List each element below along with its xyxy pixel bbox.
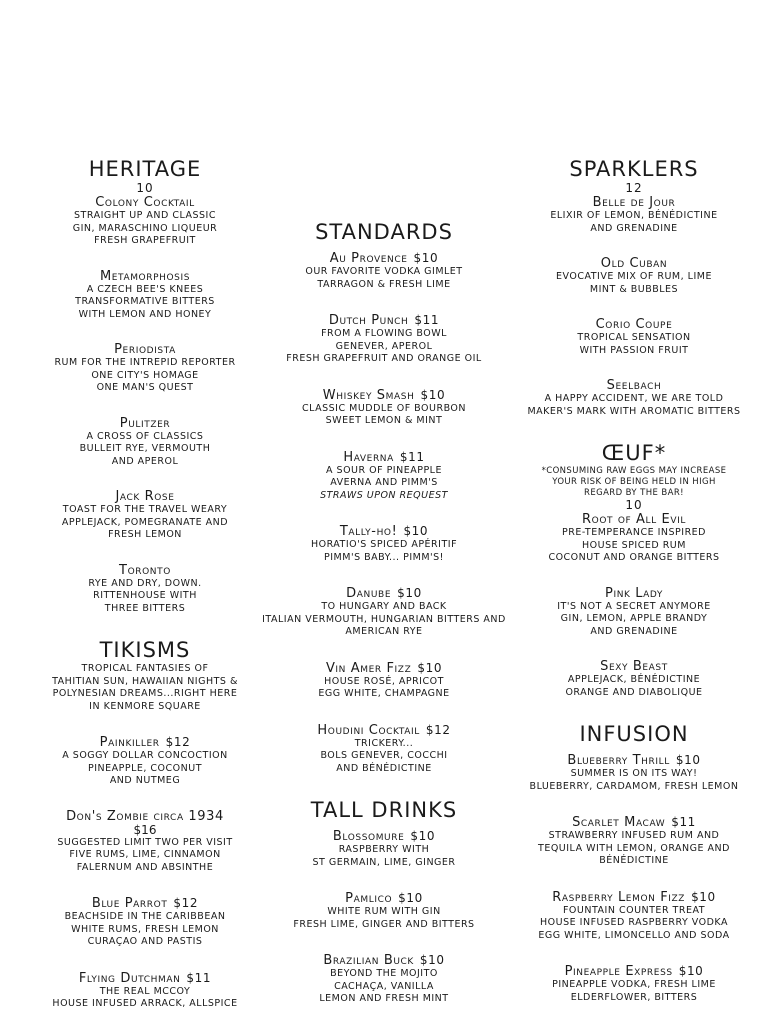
- item-price: $10: [417, 660, 443, 675]
- item-description-line: FALERNUM AND ABSINTHE: [76, 861, 214, 873]
- item-name: [30, 971, 260, 986]
- section-intro-line: POLYNESIAN DREAMS...RIGHT HERE: [52, 688, 238, 699]
- item-name: Toronto: [119, 562, 171, 578]
- menu-item: [30, 196, 260, 248]
- item-name: Seelbach: [606, 378, 662, 393]
- item-description-line: WHITE RUM WITH GIN: [327, 906, 441, 917]
- item-description-line: A HAPPY ACCIDENT, WE ARE TOLD: [544, 393, 724, 404]
- item-description-line: BOLS GENEVER, COCCHI: [320, 750, 448, 761]
- item-name: Jack Rose: [115, 489, 175, 504]
- item-description-line: AND BÉNÉDICTINE: [336, 762, 432, 774]
- item-name: Colony Cocktail: [95, 195, 195, 210]
- menu-item: [30, 343, 260, 395]
- menu-item: [30, 490, 260, 542]
- item-description-line: TOAST FOR THE TRAVEL WEARY: [62, 504, 228, 515]
- menu-item: [258, 723, 510, 776]
- item-description-line: TRANSFORMATIVE BITTERS: [75, 296, 215, 307]
- item-description-line: AND NUTMEG: [109, 775, 181, 786]
- menu-item: [258, 388, 510, 428]
- item-description-line: APPLEJACK, POMEGRANATE AND: [61, 516, 229, 528]
- menu-item: [258, 661, 510, 701]
- item-price: $11: [414, 313, 440, 327]
- item-description-line: A SOGGY DOLLAR CONCOCTION: [62, 750, 228, 761]
- item-description-line: HOUSE INFUSED ARRACK, ALLSPICE: [52, 998, 238, 1009]
- item-name: [258, 953, 510, 968]
- menu-item: [520, 318, 748, 357]
- item-name-text: Houdini Cocktail: [317, 722, 420, 738]
- item-price: $10: [410, 829, 436, 843]
- item-description-line: ELIXIR OF LEMON, BÉNÉDICTINE: [550, 210, 718, 221]
- item-description-line: ONE MAN'S QUEST: [96, 382, 194, 393]
- menu-item: [520, 196, 748, 235]
- menu-item: [258, 953, 510, 1006]
- item-description-line: HOUSE ROSÉ, APRICOT: [324, 675, 444, 687]
- item-name: [258, 829, 510, 844]
- item-price: $10: [419, 953, 445, 967]
- item-description-line: EVOCATIVE MIX OF RUM, LIME: [556, 271, 712, 282]
- item-description-line: WITH PASSION FRUIT: [579, 344, 689, 356]
- item-name: [258, 891, 510, 906]
- menu-item: [258, 891, 510, 931]
- item-description-line: TO HUNGARY AND BACK: [321, 601, 447, 612]
- menu-item: [520, 379, 748, 418]
- item-description-line: LEMON AND FRESH MINT: [319, 993, 449, 1004]
- item-name: [258, 388, 510, 403]
- menu-item: [30, 270, 260, 322]
- item-description-line: GENEVER, APEROL: [335, 340, 433, 352]
- item-name: [258, 586, 510, 601]
- item-price: $10: [397, 586, 422, 600]
- item-name-text: Au Provence: [329, 251, 408, 266]
- item-description-line: THE REAL MCCOY: [99, 985, 191, 997]
- item-name-text: Blossomure: [332, 829, 405, 844]
- item-description-line: OUR FAVORITE VODKA GIMLET: [305, 266, 463, 277]
- item-description-line: CACHAÇA, VANILLA: [334, 980, 434, 992]
- item-description-line: APPLEJACK, BÉNÉDICTINE: [567, 674, 701, 685]
- item-name-text: Flying Dutchman: [78, 970, 181, 986]
- item-description-line: STRAIGHT UP AND CLASSIC: [74, 210, 216, 221]
- item-description-line: ST GERMAIN, LIME, GINGER: [312, 856, 456, 868]
- item-name: Pulitzer: [119, 415, 171, 431]
- item-description-line: HORATIO'S SPICED APÉRITIF: [310, 539, 458, 550]
- menu-item: [30, 735, 260, 788]
- menu-item: [520, 815, 748, 868]
- item-name: Belle de Jour: [592, 195, 676, 210]
- item-description-line: BEYOND THE MOJITO: [330, 968, 438, 979]
- item-name: [520, 964, 748, 979]
- item-name-text: Painkiller: [99, 735, 160, 750]
- item-description-line: COCONUT AND ORANGE BITTERS: [548, 552, 720, 563]
- item-description-line: RYE AND DRY, DOWN.: [88, 577, 202, 589]
- menu-item: [30, 417, 260, 469]
- menu-column-right: [520, 156, 748, 1004]
- item-name-text: Scarlet Macaw: [572, 815, 666, 830]
- item-description-line: FIVE RUMS, LIME, CINNAMON: [69, 849, 221, 860]
- item-name: Pink Lady: [605, 585, 663, 601]
- item-name: [258, 524, 510, 539]
- menu-item: [520, 964, 748, 1004]
- item-price: $10: [691, 889, 716, 904]
- item-price: $11: [671, 815, 696, 829]
- section-title: HERITAGE: [88, 157, 202, 181]
- item-name-text: Danube: [346, 586, 392, 601]
- raw-egg-disclaimer-line: *CONSUMING RAW EGGS MAY INCREASE: [541, 466, 727, 476]
- item-description-line: A SOUR OF PINEAPPLE: [326, 464, 442, 476]
- section-infusion: [520, 721, 748, 1004]
- item-description-line: WHITE RUMS, FRESH LEMON: [71, 923, 219, 935]
- item-name: [258, 313, 510, 328]
- raw-egg-disclaimer-line: REGARD BY THE BAR!: [584, 488, 684, 498]
- item-price: $10: [678, 964, 704, 978]
- item-description-line: ITALIAN VERMOUTH, HUNGARIAN BITTERS AND: [262, 613, 506, 625]
- item-description-line: BÉNÉDICTINE: [599, 855, 669, 866]
- menu-item: [258, 524, 510, 564]
- item-description-line: MAKER'S MARK WITH AROMATIC BITTERS: [527, 405, 741, 417]
- section-intro-line: TROPICAL FANTASIES OF: [81, 663, 209, 674]
- item-name: [520, 753, 748, 768]
- item-price: $11: [186, 970, 212, 985]
- item-description-line: AMERICAN RYE: [345, 626, 423, 637]
- section-price: 10: [625, 498, 643, 512]
- item-description-line: FRESH GRAPEFRUIT: [94, 235, 196, 246]
- section-heritage: [30, 156, 260, 615]
- item-name: Sexy Beast: [600, 659, 668, 674]
- item-description-line: ELDERFLOWER, BITTERS: [570, 991, 698, 1003]
- item-description-line: EGG WHITE, CHAMPAGNE: [318, 688, 450, 699]
- item-description-line: PINEAPPLE VODKA, FRESH LIME: [552, 979, 716, 990]
- section-oeuf: [520, 440, 748, 699]
- item-name: Periodista: [114, 342, 176, 357]
- section-title: INFUSION: [579, 722, 689, 746]
- item-description-line: FRESH LEMON: [108, 529, 182, 540]
- section-title: TALL DRINKS: [310, 798, 458, 822]
- item-name: [258, 661, 510, 676]
- item-description-line: ONE CITY'S HOMAGE: [91, 369, 199, 381]
- menu-item: [258, 251, 510, 291]
- item-name: Root of All Evil: [582, 512, 686, 527]
- section-standards: [258, 219, 510, 775]
- menu-item: [520, 660, 748, 699]
- item-name-text: Dutch Punch: [328, 313, 409, 328]
- item-name-text: Pamlico: [345, 891, 393, 906]
- item-description-line: FOUNTAIN COUNTER TREAT: [562, 904, 706, 916]
- menu-item: [30, 896, 260, 949]
- section-title: ŒUF*: [601, 441, 667, 465]
- item-name-text: Tally-ho!: [339, 524, 398, 539]
- section-intro-line: TAHITIAN SUN, HAWAIIAN NIGHTS &: [52, 675, 238, 687]
- section-title: SPARKLERS: [569, 157, 699, 181]
- item-name: [30, 896, 260, 911]
- menu-item: [258, 829, 510, 869]
- item-description-line: FRESH LIME, GINGER AND BITTERS: [293, 918, 475, 930]
- item-description-line: GIN, MARASCHINO LIQUEUR: [72, 222, 218, 234]
- item-description-line: TRICKERY...: [354, 737, 414, 749]
- item-name-text: Vin Amer Fizz: [325, 660, 412, 676]
- item-name-text: Blue Parrot: [91, 896, 168, 911]
- menu-column-middle: [258, 219, 510, 1006]
- item-name: Old Cuban: [600, 256, 668, 271]
- item-name-text: Blueberry Thrill: [567, 753, 670, 768]
- section-title: STANDARDS: [315, 220, 453, 244]
- menu-item: [258, 450, 510, 503]
- item-description-line: TEQUILA WITH LEMON, ORANGE AND: [538, 842, 730, 854]
- item-description-line: ORANGE AND DIABOLIQUE: [565, 686, 703, 698]
- item-name: [520, 815, 748, 830]
- item-description-line: PIMM'S BABY... PIMM'S!: [324, 551, 444, 563]
- section-price: 12: [625, 181, 643, 195]
- item-price: $10: [403, 524, 429, 538]
- item-price: $11: [399, 449, 425, 464]
- item-name: [258, 450, 510, 465]
- item-description-line: STRAWBERRY INFUSED RUM AND: [548, 830, 720, 841]
- item-name: Corio Coupe: [595, 317, 673, 332]
- item-name: [258, 723, 510, 738]
- item-price: $10: [413, 251, 439, 265]
- item-description-line: AND APEROL: [111, 455, 179, 467]
- item-name: [520, 890, 748, 905]
- item-description-line: EGG WHITE, LIMONCELLO AND SODA: [538, 929, 730, 941]
- item-description-line: STRAWS UPON REQUEST: [320, 489, 448, 501]
- menu-column-left: [30, 156, 260, 1011]
- item-name: [30, 735, 260, 750]
- menu-item: [30, 971, 260, 1011]
- item-description-line: SWEET LEMON & MINT: [325, 415, 443, 426]
- item-description-line: RITTENHOUSE WITH: [93, 590, 197, 601]
- menu-item: [30, 564, 260, 616]
- item-description-line: MINT & BUBBLES: [589, 283, 679, 295]
- menu-item: [520, 587, 748, 639]
- section-intro-line: IN KENMORE SQUARE: [89, 700, 201, 712]
- item-description-line: AVERNA AND PIMM'S: [330, 477, 438, 488]
- menu-item: [520, 890, 748, 943]
- item-description-line: PRE-TEMPERANCE INSPIRED: [562, 527, 706, 538]
- item-description-line: SUMMER IS ON ITS WAY!: [570, 768, 698, 779]
- item-description-line: BLUEBERRY, CARDAMOM, FRESH LEMON: [529, 780, 739, 792]
- menu-item: [520, 753, 748, 793]
- item-description-line: TARRAGON & FRESH LIME: [317, 278, 451, 290]
- item-description-line: FRESH GRAPEFRUIT AND ORANGE OIL: [286, 353, 482, 364]
- item-name: [258, 251, 510, 266]
- item-price: $10: [675, 753, 701, 767]
- item-name: Don's Zombie circa 1934: [66, 808, 224, 824]
- item-name: Metamorphosis: [99, 268, 191, 284]
- item-price: $12: [173, 896, 199, 910]
- item-description-line: CLASSIC MUDDLE OF BOURBON: [301, 402, 467, 414]
- item-name-text: Brazilian Buck: [323, 953, 414, 968]
- item-name-text: Pineapple Express: [564, 964, 673, 979]
- menu-item: [520, 513, 748, 565]
- item-name-text: Whiskey Smash: [322, 387, 415, 403]
- item-description-line: SUGGESTED LIMIT TWO PER VISIT: [57, 836, 233, 848]
- item-description-line: BEACHSIDE IN THE CARIBBEAN: [64, 911, 226, 922]
- item-description-line: A CZECH BEE'S KNEES: [86, 283, 204, 295]
- item-price: $10: [420, 387, 446, 402]
- item-description-line: RASPBERRY WITH: [338, 844, 430, 855]
- section-title: TIKISMS: [99, 638, 191, 662]
- menu-item: [258, 313, 510, 366]
- item-name-text: Raspberry Lemon Fizz: [552, 889, 686, 905]
- item-description-line: WITH LEMON AND HONEY: [78, 308, 212, 320]
- item-description-line: HOUSE INFUSED RASPBERRY VODKA: [540, 917, 728, 928]
- item-price: $16: [133, 822, 157, 837]
- section-tikisms: [30, 637, 260, 1011]
- menu-item: [258, 586, 510, 639]
- item-price: $10: [398, 891, 423, 905]
- item-description-line: A CROSS OF CLASSICS: [86, 430, 204, 442]
- item-price: $12: [425, 722, 451, 737]
- item-description-line: GIN, LEMON, APPLE BRANDY: [560, 613, 708, 624]
- section-sparklers: [520, 156, 748, 418]
- menu-item: [520, 257, 748, 296]
- section-tall-drinks: [258, 797, 510, 1006]
- item-description-line: RUM FOR THE INTREPID REPORTER: [54, 357, 236, 368]
- raw-egg-disclaimer-line: YOUR RISK OF BEING HELD IN HIGH: [552, 477, 716, 487]
- item-description-line: AND GRENADINE: [590, 625, 678, 637]
- item-description-line: HOUSE SPICED RUM: [582, 539, 686, 551]
- item-description-line: CURAÇAO AND PASTIS: [87, 936, 203, 947]
- item-description-line: TROPICAL SENSATION: [577, 332, 691, 343]
- item-description-line: BULLEIT RYE, VERMOUTH: [79, 443, 211, 454]
- item-description-line: THREE BITTERS: [104, 602, 186, 614]
- item-description-line: IT'S NOT A SECRET ANYMORE: [557, 600, 711, 612]
- section-price: 10: [136, 181, 154, 195]
- item-description-line: AND GRENADINE: [590, 222, 678, 234]
- item-price: $12: [165, 735, 191, 749]
- item-description-line: PINEAPPLE, COCONUT: [87, 762, 202, 774]
- item-description-line: FROM A FLOWING BOWL: [321, 328, 447, 339]
- item-name-text: Haverna: [343, 449, 394, 465]
- menu-item: [30, 810, 260, 875]
